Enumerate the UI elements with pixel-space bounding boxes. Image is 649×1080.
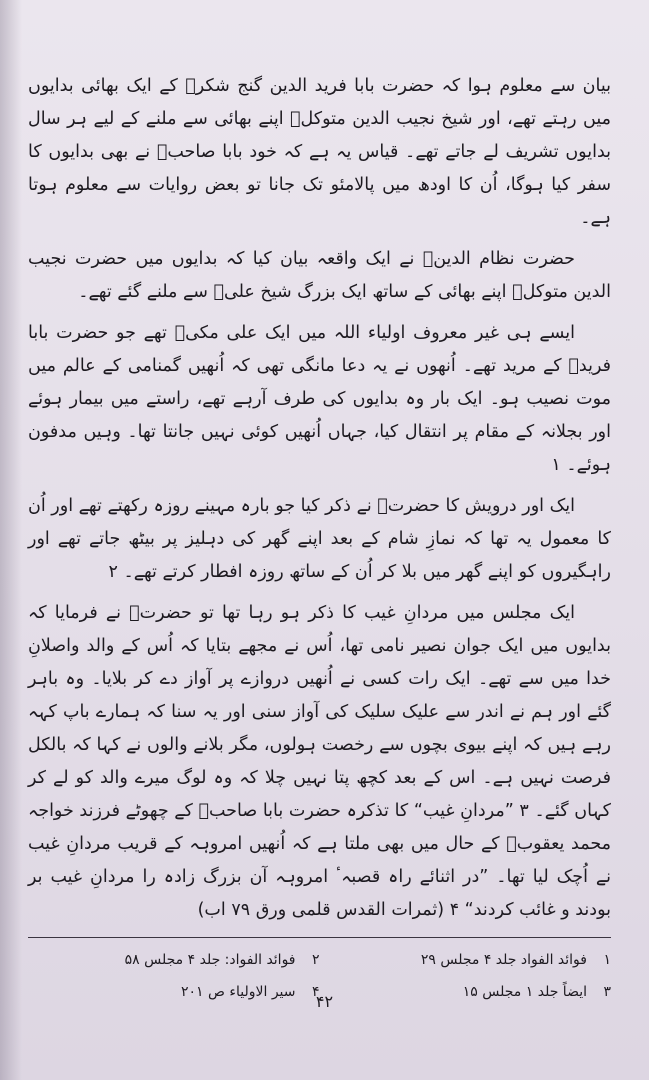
footnote-text: فوائد الفواد: جلد ۴ مجلس ۵۸ — [124, 952, 296, 968]
footnote-divider — [28, 937, 611, 938]
body-text — [28, 70, 611, 927]
footnote-number: ۱ — [603, 952, 611, 968]
page-number: ۴۲ — [315, 992, 334, 1011]
footnote-text: ایضاً جلد ۱ مجلس ۱۵ — [462, 984, 587, 1000]
footnote-1 — [320, 948, 612, 972]
paragraph-1: بیان سے معلوم ہوا کہ حضرت بابا فرید الدین گنج شکرؒ کے ایک بھائی بدایوں میں رہتے تھے، اور شیخ نجیب الدین متوکلؒ اپنے بھائی سے ملنے کے لیے ہر سال بدایوں تشریف لے جاتے تھے۔ قیاس یہ ہے کہ خود بابا صاحبؒ نے بھی بدایوں کا سفر کیا ہوگا، اُن کا اودھ میں پالامئو تک جانا تو بعض روایات سے معلوم ہوتا ہے۔ — [28, 76, 611, 228]
paragraph-5: ایک مجلس میں مردانِ غیب کا ذکر ہو رہا تھا تو حضرتؒ نے فرمایا کہ بدایوں میں ایک جوان نصیر نامی تھا، اُس نے مجھے بتایا کہ اُس کے والد واصلانِ خدا میں سے تھے۔ ایک رات کسی نے اُنھیں دروازے پر آواز دے کر بلایا۔ وہ باہر گئے اور ہم نے اندر سے علیک سلیک کی آواز سنی اور یہ سنا کہ ہمارے باپ کہہ رہے ہیں کہ اپنے بیوی بچوں سے رخصت ہولوں، مگر بلانے والوں نے کہا کہ بالکل فرصت نہیں ہے۔ اس کے بعد کچھ پتا نہیں چلا کہ وہ لوگ میرے والد کو لے کر کہاں گئے۔ ۳ ”مردانِ غیب“ کا تذکرہ حضرت بابا صاحبؒ کے چھوٹے فرزند خواجہ محمد یعقوبؒ کے حال میں بھی ملتا ہے کہ اُنھیں امروہہ کے قریب مردانِ غیب نے اُچک لیا تھا۔ ”در اثنائے راہ قصبہٴ امروہہ آن بزرگ زادہ را مردانِ غیب بر بودند و غائب کردند“ ۴ (ثمرات القدس قلمی ورق ۷۹ اب) — [28, 603, 611, 920]
paragraph-3: ایسے ہی غیر معروف اولیاء اللہ میں ایک علی مکیؒ تھے جو حضرت بابا فریدؒ کے مرید تھے۔ اُنھوں نے یہ دعا مانگی تھی کہ اُنھیں گمنامی کے عالم میں موت نصیب ہو۔ ایک بار وہ بدایوں کی طرف آرہے تھے، راستے میں بیمار ہوئے اور بجلانہ کے مقام پر انتقال کیا، جہاں اُنھیں کوئی نہیں جانتا تھا۔ وہیں مدفون ہوئے۔ ۱ — [28, 323, 611, 475]
paragraph-4: ایک اور درویش کا حضرتؒ نے ذکر کیا جو بارہ مہینے روزہ رکھتے تھے اور اُن کا معمول یہ تھا کہ نمازِ شام کے بعد اپنے گھر کی دہلیز پر بیٹھ جاتے تھے اور راہگیروں کو اپنے گھر میں بلا کر اُن کے ساتھ روزہ افطار کرتے تھے۔ ۲ — [28, 496, 611, 582]
paragraph-2: حضرت نظام الدینؒ نے ایک واقعہ بیان کیا کہ بدایوں میں حضرت نجیب الدین متوکلؒ اپنے بھائی کے ساتھ ایک بزرگ شیخ علیؒ سے ملنے گئے تھے۔ — [28, 249, 611, 302]
footnote-2 — [28, 948, 320, 972]
footnote-text: فوائد الفواد جلد ۴ مجلس ۲۹ — [420, 952, 587, 968]
footnote-number: ۲ — [311, 952, 320, 968]
footnote-number: ۴ — [311, 984, 320, 1000]
footnote-text: سیر الاولیاء ص ۲۰۱ — [181, 984, 296, 1000]
footnote-number: ۳ — [603, 984, 611, 1000]
